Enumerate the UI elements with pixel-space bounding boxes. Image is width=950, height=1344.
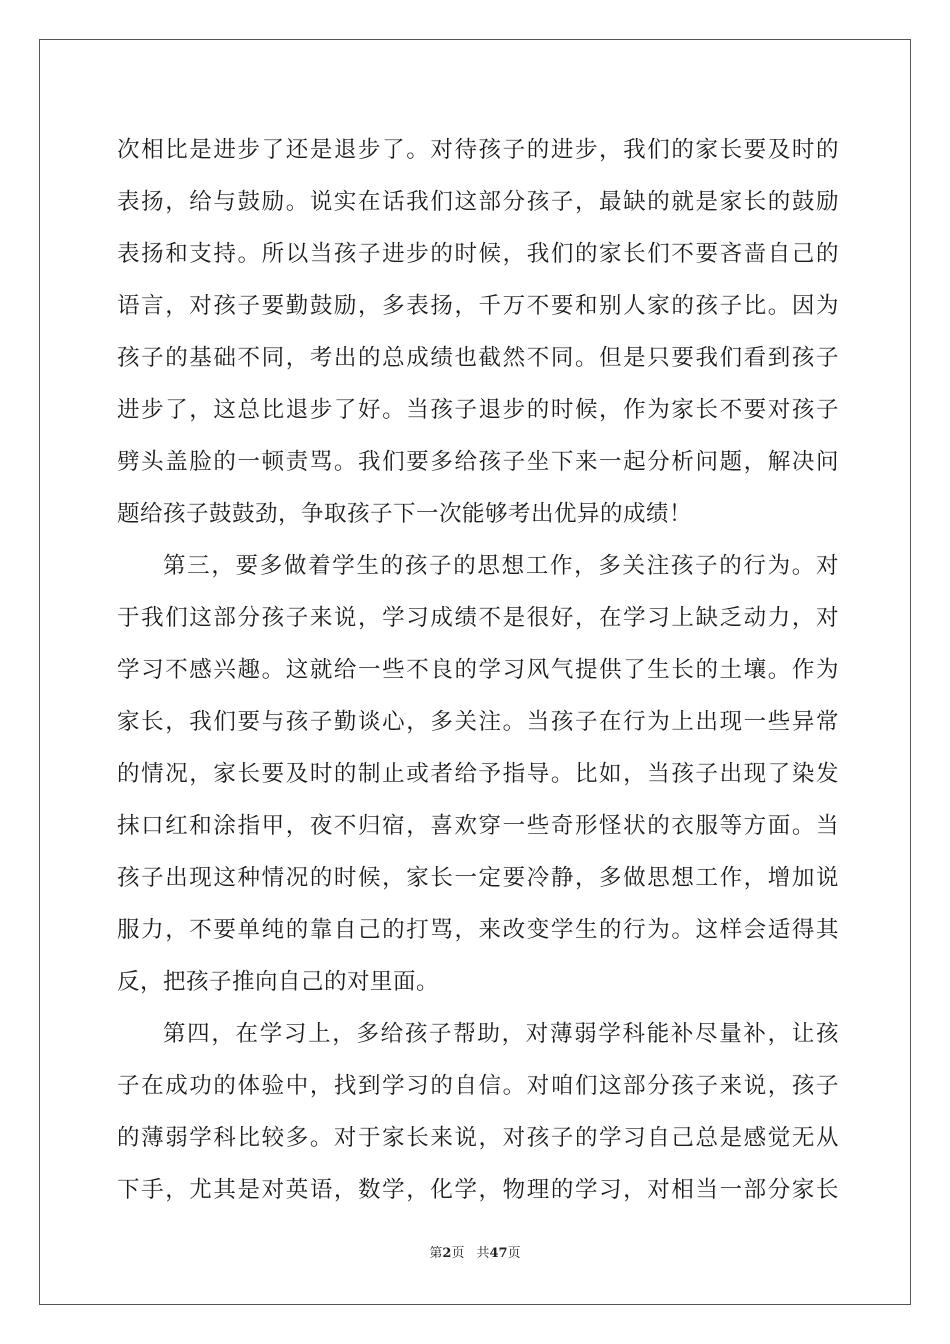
footer-total-suffix: 页 [507, 1246, 521, 1261]
text-line: 下手，尤其是对英语，数学，化学，物理的学习，对相当一部分家长 [117, 1177, 839, 1203]
text-line: 第三，要多做着学生的孩子的思想工作，多关注孩子的行为。对 [163, 553, 839, 579]
text-line: 次相比是进步了还是退步了。对待孩子的进步，我们的家长要及时的 [117, 137, 839, 163]
text-line: 进步了，这总比退步了好。当孩子退步的时候，作为家长不要对孩子 [117, 397, 839, 423]
text-line: 孩子的基础不同，考出的总成绩也截然不同。但是只要我们看到孩子 [117, 345, 839, 371]
text-line: 劈头盖脸的一顿责骂。我们要多给孩子坐下来一起分析问题，解决问 [117, 449, 839, 475]
text-line: 题给孩子鼓鼓劲，争取孩子下一次能够考出优异的成绩！ [117, 501, 693, 527]
text-line: 反，把孩子推向自己的对里面。 [117, 969, 440, 995]
current-page-number: 2 [442, 1246, 452, 1261]
text-line: 孩子出现这种情况的时候，家长一定要冷静，多做思想工作，增加说 [117, 865, 839, 891]
text-line: 的情况，家长要及时的制止或者给予指导。比如，当孩子出现了染发 [117, 761, 839, 787]
footer-page-suffix: 页 [451, 1246, 465, 1261]
text-line: 表扬和支持。所以当孩子进步的时候，我们的家长们不要吝啬自己的 [117, 241, 839, 267]
total-pages-number: 47 [489, 1246, 508, 1261]
footer-total-prefix: 共 [476, 1246, 490, 1261]
text-line: 第四，在学习上，多给孩子帮助，对薄弱学科能补尽量补，让孩 [163, 1021, 839, 1047]
text-line: 学习不感兴趣。这就给一些不良的学习风气提供了生长的土壤。作为 [117, 657, 839, 683]
text-line: 表扬，给与鼓励。说实在话我们这部分孩子，最缺的就是家长的鼓励 [117, 189, 839, 215]
text-line: 的薄弱学科比较多。对于家长来说，对孩子的学习自己总是感觉无从 [117, 1125, 839, 1151]
document-body [117, 124, 839, 1216]
text-line: 语言，对孩子要勤鼓励，多表扬，千万不要和别人家的孩子比。因为 [117, 293, 839, 319]
text-line: 服力，不要单纯的靠自己的打骂，来改变学生的行为。这样会适得其 [117, 917, 839, 943]
footer-page-prefix: 第 [429, 1246, 443, 1261]
text-line: 家长，我们要与孩子勤谈心，多关注。当孩子在行为上出现一些异常 [117, 709, 839, 735]
text-line: 抹口红和涂指甲，夜不归宿，喜欢穿一些奇形怪状的衣服等方面。当 [117, 813, 839, 839]
page-footer [0, 1244, 950, 1264]
text-line: 子在成功的体验中，找到学习的自信。对咱们这部分孩子来说，孩子 [117, 1073, 839, 1099]
text-line: 于我们这部分孩子来说，学习成绩不是很好，在学习上缺乏动力，对 [117, 605, 839, 631]
